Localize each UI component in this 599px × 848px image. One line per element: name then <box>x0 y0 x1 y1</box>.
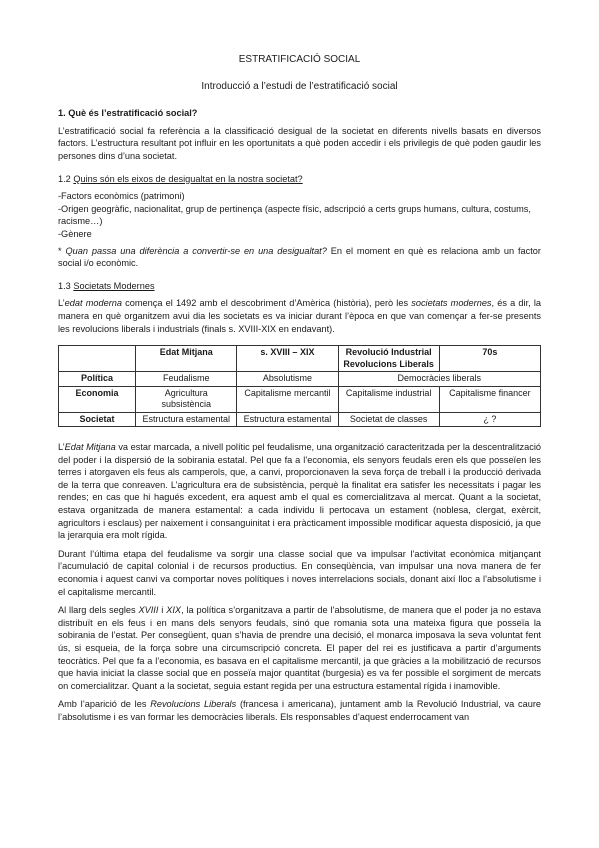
section-1-paragraph: L’estratificació social fa referència a la classificació desigual de la societat en diferents nivells basats en diversos factors. L’estructura resultant pot influir en les oportunitats a què poden accedir i els privilegis de què poden gaudir les persones dins d’una societat. <box>58 125 541 161</box>
paragraph-segles-xviii-xix <box>58 604 541 692</box>
text-run: , és a dir, la manera en què organitzem avui dia les societats es va iniciar durant l’època en que van començar a fer-se presents les revolucions liberals i industrials (finals s. XVIII-XIX en endavant). <box>58 298 542 334</box>
text-run: comença el 1492 amb el descobriment d’Amèrica (història), però les <box>121 298 412 309</box>
document-subtitle: Introducció a l’estudi de l’estratificació social <box>201 80 398 92</box>
paragraph-revolucions-liberals <box>58 698 541 723</box>
text-run: Al llarg dels segles <box>58 605 139 616</box>
text-run: L’ <box>58 442 65 453</box>
table-cell: Estructura estamental <box>136 412 237 427</box>
table-row <box>59 386 541 412</box>
section-1-3-number: 1.3 <box>58 280 71 291</box>
table-cell: Absolutisme <box>237 372 338 387</box>
table-row <box>59 412 541 427</box>
italic-term: societats modernes <box>411 298 492 309</box>
table-header-cell: 70s <box>439 346 540 372</box>
italic-term: Revolucions Liberals <box>150 699 237 710</box>
table-row-label: Política <box>59 372 136 387</box>
note-asterisk: * <box>58 245 66 256</box>
section-1-2-heading <box>58 173 541 186</box>
paragraph-edat-mitjana <box>58 441 541 542</box>
section-1-3-title: Societats Modernes <box>73 280 155 291</box>
note-question: Quan passa una diferència a convertir-se en una desigualtat? <box>65 245 327 256</box>
text-run: (francesa i americana), juntament amb la Revolució Industrial, va caure l’absolutisme i es van formar les democràcies liberals. Els responsables d’aquest enderrocament van <box>58 699 541 722</box>
section-1-3-heading <box>58 280 541 293</box>
table-header-cell: Revolució Industrial Revolucions Liberals <box>338 346 439 372</box>
italic-term: Edat Mitjana <box>64 442 116 453</box>
text-run: i <box>158 605 167 616</box>
italic-term: XIX <box>166 605 182 616</box>
table-cell: Agricultura subsistència <box>136 386 237 412</box>
text-run: , la política s’organitzava a partir de l’absolutisme, de manera que el poder ja no estava distribuït en els feus i en mans dels senyors feudals, sinó que romania sota una mateixa figura que posseïa la sobirania de l’estat. Per consegüent, quan s’havia de prendre una decisió, el monarca imposava la seva voluntat fent ús, si esqueia, de la força sobre una circumscripció concreta. El paper del rei es justificava a partir d’arguments teocràtics. Pel que fa a l’economia, es basava en el capitalisme mercantil, ja que gràcies a la mobilització de recursos que havia iniciat la classe social que en posseïa major quantitat (burgesia) es va fer possible el sorgiment de mercats on comercialitzar. Quant a la societat, seguia estant regida per una estructura estamental rígida i inamovible. <box>58 605 542 691</box>
table-cell: ¿ ? <box>439 412 540 427</box>
section-1-2-title: Quins són els eixos de desigualtat en la nostra societat? <box>73 173 303 184</box>
list-item: -Gènere <box>58 228 92 239</box>
table-header-cell: s. XVIII – XIX <box>237 346 338 372</box>
table-cell: Capitalisme financer <box>439 386 540 412</box>
section-1-2-note <box>58 245 541 270</box>
table-row <box>59 372 541 387</box>
table-row-label: Societat <box>59 412 136 427</box>
table-cell: Societat de classes <box>338 412 439 427</box>
section-1-heading: 1. Què és l’estratificació social? <box>58 108 198 119</box>
paragraph-feudalisme-final: Durant l’última etapa del feudalisme va sorgir una classe social que va impulsar l’activitat econòmica mitjançant l’acumulació de capital colonial i de recursos productius. En conseqüència, van impulsar una nova manera de fer economia i aquest canvi va comportar noves polítiques i noves interrelacions socials, donant així lloc a l’absolutisme i el capitalisme mercantil. <box>58 548 541 597</box>
list-item: -Origen geogràfic, nacionalitat, grup de pertinença (aspecte físic, adscripció a certs grups humans, cultura, costums, racisme…) <box>58 203 531 227</box>
section-1-2-number: 1.2 <box>58 173 71 184</box>
italic-term: edat moderna <box>64 298 122 309</box>
table-row-label: Economia <box>59 386 136 412</box>
text-run: L’ <box>58 298 65 309</box>
italic-term: XVIII <box>138 605 159 616</box>
summary-table <box>58 345 541 427</box>
list-item: -Factors econòmics (patrimoni) <box>58 191 185 202</box>
document-title: ESTRATIFICACIÓ SOCIAL <box>238 54 361 65</box>
table-cell: Feudalisme <box>136 372 237 387</box>
table-cell: Estructura estamental <box>237 412 338 427</box>
table-cell: Capitalisme industrial <box>338 386 439 412</box>
note-answer: En el moment en què es relaciona amb un factor social i/o econòmic. <box>58 245 541 269</box>
section-1-3-intro <box>58 297 541 335</box>
table-header-cell: Edat Mitjana <box>136 346 237 372</box>
table-header-cell <box>59 346 136 372</box>
table-cell: Capitalisme mercantil <box>237 386 338 412</box>
table-header-row <box>59 346 541 372</box>
table-cell: Democràcies liberals <box>338 372 540 387</box>
text-run: Amb l’aparició de les <box>58 699 151 710</box>
text-run: va estar marcada, a nivell polític pel feudalisme, una organització caracteritzada per la descentralització del poder i la dispersió de la sobirania estatal. Pel que fa a l’economia, els senyors feudals eren els que posseïen les terres i atorgaven els feus als camperols, que, a canvi, proporcionaven la seva força de treball i la producció derivada de la terra que conreaven. L’agricultura era de subsistència, perquè la finalitat era satisfer les necessitats i pagar les rendes; en cas que hi hagués excedent, era aquest amb el qual es comercialitzava al mercat. Quant a la societat, estava organitzada de manera estamental: a cada individu li pertocava un estament (noblesa, clergat, exèrcit, agricultors i esclaus) per naixement i consanguinitat i era pràcticament impossible modificar aquesta disposició, ja que la jerarquia era molt rígida. <box>58 442 542 541</box>
